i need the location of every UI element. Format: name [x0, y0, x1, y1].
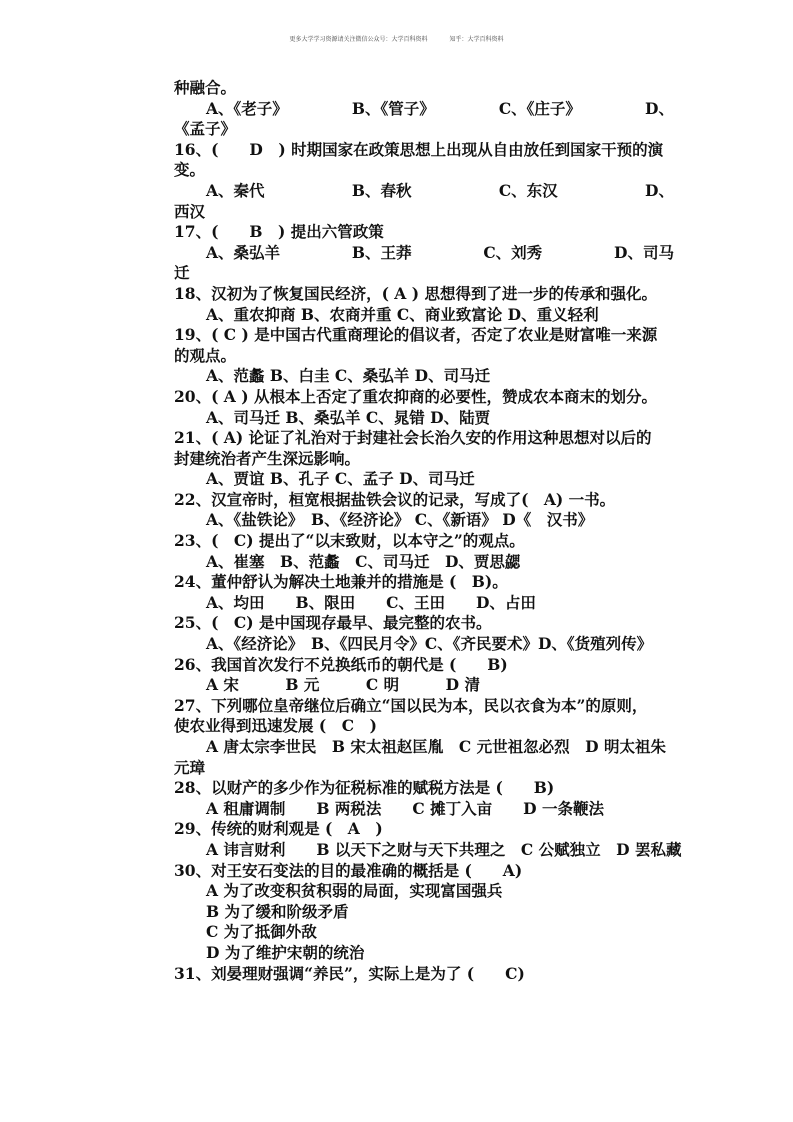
question-line: 28、以财产的多少作为征税标准的赋税方法是 ( B) — [174, 778, 555, 798]
question-line: 18、汉初为了恢复国民经济，( A ) 思想得到了进一步的传承和强化。 — [174, 283, 657, 303]
options-line: A、贾谊 B、孔子 C、孟子 D、司马迁 — [206, 469, 475, 489]
question-line: 25、( C) 是中国现存最早、最完整的农书。 — [174, 613, 492, 633]
options-row — [174, 99, 674, 120]
option-cell: B、春秋 — [351, 180, 412, 200]
question-line: 元璋 — [174, 757, 206, 777]
options-line: A、范蠡 B、白圭 C、桑弘羊 D、司马迁 — [206, 366, 491, 386]
options-line: A 为了改变积贫积弱的局面，实现富国强兵 — [206, 881, 503, 901]
option-cell: D、司马 — [614, 242, 674, 262]
page-header — [0, 34, 793, 43]
option-cell: C、东汉 — [498, 180, 558, 200]
options-line: A、司马迁 B、桑弘羊 C、晁错 D、陆贾 — [206, 407, 491, 427]
question-line: 的观点。 — [174, 345, 237, 365]
question-line: 21、( A) 论证了礼治对于封建社会长治久安的作用这种思想对以后的 — [174, 428, 652, 448]
option-cell: C、刘秀 — [483, 242, 543, 262]
options-line: A、重农抑商 B、农商并重 C、商业致富论 D、重义轻利 — [206, 304, 599, 324]
question-line: 24、董仲舒认为解决土地兼并的措施是 ( B)。 — [174, 572, 508, 592]
question-line: 种融合。 — [174, 78, 237, 97]
header-wechat-note: 更多大学学习资源请关注微信公众号：大学百科资料 — [289, 36, 428, 43]
options-line: A 唐太宗李世民 B 宋太祖赵匡胤 C 元世祖忽必烈 D 明太祖朱 — [206, 737, 666, 756]
question-line: 变。 — [174, 160, 206, 180]
question-line: 23、( C) 提出了“以末致财，以本守之”的观点。 — [174, 531, 525, 551]
option-cell: B、王莽 — [351, 242, 412, 262]
options-line: A 宋 B 元 C 明 D 清 — [206, 675, 480, 695]
option-cell: B、《管子》 — [351, 98, 435, 118]
question-line: 31、刘晏理财强调“养民”，实际上是为了 ( C) — [174, 963, 525, 983]
options-line: A 讳言财利 B 以天下之财与天下共理之 C 公赋独立 D 罢私藏 — [206, 839, 682, 859]
option-cell: A、秦代 — [206, 180, 265, 200]
options-line: A、《经济论》 B、《四民月令》C、《齐民要术》D、《货殖列传》 — [206, 634, 653, 654]
question-line: 26、我国首次发行不兑换纸币的朝代是 ( B) — [174, 654, 508, 674]
options-line: C 为了抵御外敌 — [206, 922, 317, 942]
options-row — [174, 243, 674, 264]
question-line: 29、传统的财利观是 ( A ) — [174, 819, 383, 839]
question-line: 30、对王安石变法的目的最准确的概括是 ( A) — [174, 860, 523, 880]
options-line: A 租庸调制 B 两税法 C 摊丁入亩 D 一条鞭法 — [206, 798, 604, 818]
question-line: 迁 — [174, 263, 190, 283]
question-line: 西汉 — [174, 201, 206, 221]
header-zhihu-note: 知乎：大学百科资料 — [449, 36, 504, 43]
question-line: 17、( B ) 提出六管政策 — [174, 222, 384, 242]
question-line: 27、下列哪位皇帝继位后确立“国以民为本，民以衣食为本”的原则， — [174, 695, 648, 715]
question-line: 16、( D ) 时期国家在政策思想上出现从自由放任到国家干预的演 — [174, 139, 664, 159]
question-line: 封建统治者产生深远影响。 — [174, 448, 361, 468]
options-line: A、崔塞 B、范蠡 C、司马迁 D、贾思勰 — [206, 551, 521, 571]
options-line: D 为了维护宋朝的统治 — [206, 942, 365, 962]
option-cell: D、 — [645, 180, 674, 200]
option-cell: C、《庄子》 — [498, 98, 581, 118]
options-row — [174, 181, 674, 202]
question-line: 22、汉宣帝时，桓宽根据盐铁会议的记录，写成了( A) 一书。 — [174, 489, 616, 509]
question-line: 20、( A ) 从根本上否定了重农抑商的必要性，赞成农本商末的划分。 — [174, 386, 657, 406]
option-cell: A、《老子》 — [206, 98, 288, 118]
question-line: 使农业得到迅速发展 ( C ) — [174, 716, 377, 736]
option-cell: A、桑弘羊 — [206, 242, 281, 262]
question-line: 《孟子》 — [174, 119, 237, 139]
question-list — [174, 78, 682, 984]
options-line: A、《盐铁论》 B、《经济论》 C、《新语》 D《 汉书》 — [206, 510, 594, 530]
options-line: A、均田 B、限田 C、王田 D、占田 — [206, 592, 536, 612]
question-line: 19、( C ) 是中国古代重商理论的倡议者，否定了农业是财富唯一来源 — [174, 325, 658, 345]
options-line: B 为了缓和阶级矛盾 — [206, 901, 349, 921]
option-cell: D、 — [645, 98, 674, 118]
